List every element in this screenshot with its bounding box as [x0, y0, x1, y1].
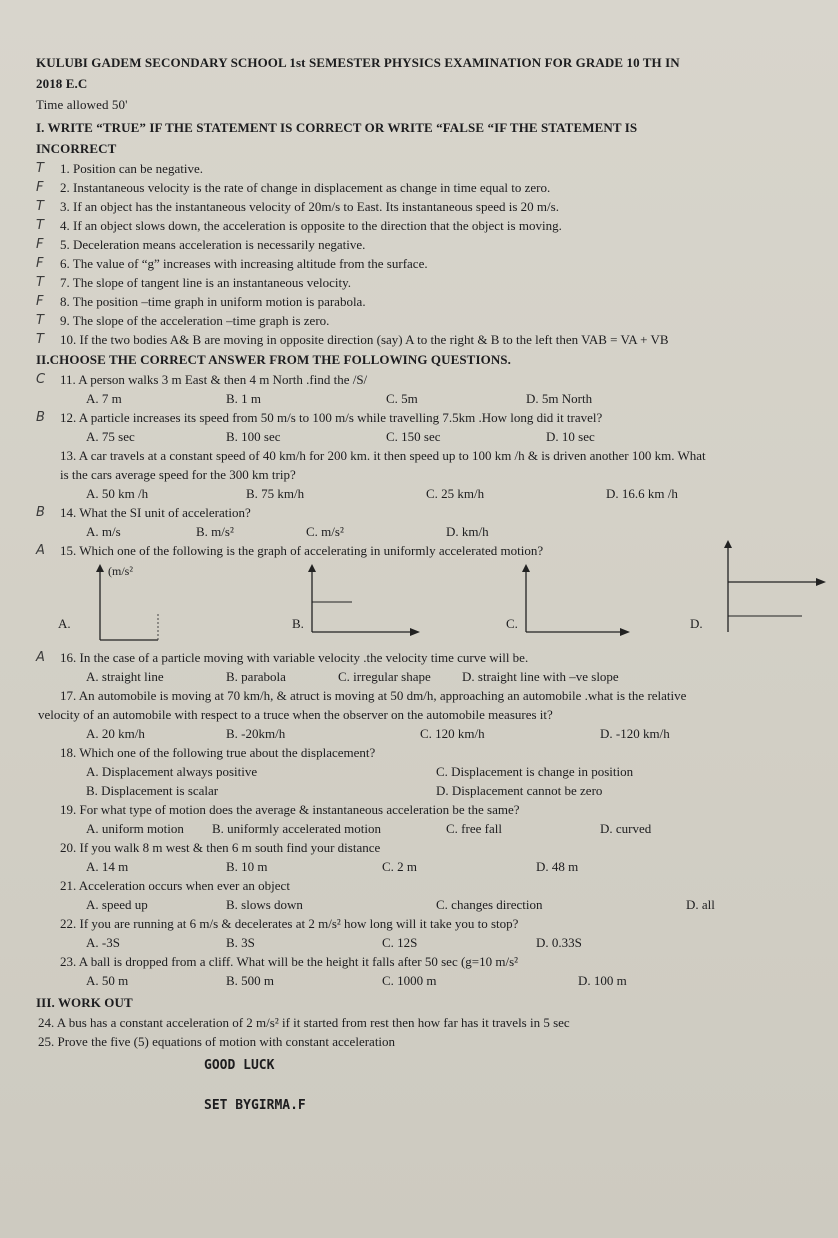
graph-d-arrow-up-icon	[724, 540, 732, 548]
answer-mark: B	[36, 505, 45, 520]
true-false-list	[36, 159, 810, 349]
tf-text: 3. If an object has the instantaneous velocity of 20m/s to East. Its instantaneous speed is 20 m/s.	[60, 199, 559, 214]
option-b: B. m/s²	[196, 524, 234, 539]
question-17-line2: velocity of an automobile with respect to a truce when the observer on the automobile measures it?	[38, 707, 553, 722]
question-19: 19. For what type of motion does the average & instantaneous acceleration be the same?	[60, 802, 520, 817]
graph-a	[78, 562, 198, 646]
option-d: D. 5m North	[526, 391, 593, 406]
answer-mark: T	[36, 313, 44, 328]
graph-a-arrow-icon	[96, 564, 104, 572]
option-b: B.	[292, 616, 304, 631]
answer-mark: A	[36, 543, 45, 558]
option-b: B. slows down	[226, 897, 303, 912]
set-by-text: SET BYGIRMA.F	[204, 1098, 306, 1113]
option-c: C. 150 sec	[386, 429, 441, 444]
exam-title-line2: 2018 E.C	[36, 76, 88, 91]
options-13	[58, 484, 810, 503]
option-a: A. straight line	[86, 669, 164, 684]
options-12	[58, 427, 810, 446]
option-a: A. 14 m	[86, 859, 129, 874]
option-c: C. Displacement is change in position	[436, 764, 634, 779]
question-14	[36, 503, 810, 522]
option-c: C. m/s²	[306, 524, 344, 539]
tf-item-7	[36, 273, 810, 292]
option-d: D. km/h	[446, 524, 489, 539]
option-b: B. parabola	[226, 669, 286, 684]
tf-item-2	[36, 178, 810, 197]
option-a: A. 50 km /h	[86, 486, 149, 501]
answer-mark: T	[36, 275, 44, 290]
tf-item-8	[36, 292, 810, 311]
option-a: A.	[58, 616, 71, 631]
option-a: A. 7 m	[86, 391, 122, 406]
question-text: 11. A person walks 3 m East & then 4 m North .find the /S/	[60, 372, 368, 387]
question-22: 22. If you are running at 6 m/s & decelerates at 2 m/s² how long will it take you to stop?	[60, 916, 519, 931]
question-13-line1: 13. A car travels at a constant speed of 40 km/h for 200 km. it then speed up to 100 km /h & is driven another 100 km. What	[60, 448, 706, 463]
tf-text: 1. Position can be negative.	[60, 161, 203, 176]
option-b: B. 75 km/h	[246, 486, 305, 501]
options-16	[58, 667, 810, 686]
section3-heading: III. WORK OUT	[36, 995, 133, 1010]
answer-mark: T	[36, 161, 44, 176]
graph-b-arrow-right-icon	[410, 628, 420, 636]
tf-text: 4. If an object slows down, the acceleration is opposite to the direction that the object is moving.	[60, 218, 562, 233]
question-21: 21. Acceleration occurs when ever an object	[60, 878, 290, 893]
option-d: D. -120 km/h	[600, 726, 670, 741]
answer-mark: F	[36, 294, 44, 309]
question-17-line1: 17. An automobile is moving at 70 km/h, & atruct is moving at 50 dm/h, approaching an automobile .what is the relative	[60, 688, 687, 703]
options-20	[58, 857, 810, 876]
time-allowed: Time allowed 50'	[36, 97, 128, 112]
graph-c-arrow-up-icon	[522, 564, 530, 572]
graph-c	[518, 562, 638, 646]
tf-text: 7. The slope of tangent line is an instantaneous velocity.	[60, 275, 351, 290]
option-a: A. 50 m	[86, 973, 129, 988]
options-22	[58, 933, 810, 952]
multiple-choice-list	[36, 370, 810, 990]
answer-mark: B	[36, 410, 45, 425]
graph-options-15	[58, 562, 810, 648]
options-21	[58, 895, 810, 914]
section1-heading-line2: INCORRECT	[36, 141, 117, 156]
option-c: C. free fall	[446, 821, 502, 836]
option-a: A. -3S	[86, 935, 120, 950]
option-b: B. 100 sec	[226, 429, 281, 444]
option-d: D. curved	[600, 821, 652, 836]
question-text: 12. A particle increases its speed from 50 m/s to 100 m/s while travelling 7.5km .How long did it travel?	[60, 410, 603, 425]
answer-mark: T	[36, 332, 44, 347]
tf-text: 2. Instantaneous velocity is the rate of change in displacement as change in time equal to zero.	[60, 180, 551, 195]
options-18-row1	[58, 762, 810, 781]
options-23	[58, 971, 810, 990]
tf-text: 6. The value of “g” increases with increasing altitude from the surface.	[60, 256, 428, 271]
option-b: B. 1 m	[226, 391, 262, 406]
option-a: A. uniform motion	[86, 821, 184, 836]
option-d: D. Displacement cannot be zero	[436, 783, 603, 798]
option-c: C. 2 m	[382, 859, 418, 874]
tf-item-5	[36, 235, 810, 254]
tf-item-6	[36, 254, 810, 273]
question-15	[36, 541, 810, 560]
option-b: B. 500 m	[226, 973, 275, 988]
option-d: D. all	[686, 897, 715, 912]
question-13-line2: is the cars average speed for the 300 km trip?	[60, 467, 296, 482]
graph-b	[302, 562, 422, 646]
graph-d	[722, 536, 832, 646]
options-11	[58, 389, 810, 408]
graph-c-arrow-right-icon	[620, 628, 630, 636]
answer-mark: A	[36, 650, 45, 665]
options-14	[58, 522, 810, 541]
option-d: D. 48 m	[536, 859, 579, 874]
tf-text: 5. Deceleration means acceleration is necessarily negative.	[60, 237, 366, 252]
tf-text: 10. If the two bodies A& B are moving in opposite direction (say) A to the right & B to the left then VAB = VA + VB	[60, 332, 669, 347]
option-a: A. Displacement always positive	[86, 764, 258, 779]
option-c: C. 5m	[386, 391, 418, 406]
question-16	[36, 648, 810, 667]
question-25: 25. Prove the five (5) equations of motion with constant acceleration	[38, 1034, 396, 1049]
options-19	[58, 819, 810, 838]
option-c: C. 1000 m	[382, 973, 437, 988]
tf-text: 9. The slope of the acceleration –time graph is zero.	[60, 313, 330, 328]
option-b: B. uniformly accelerated motion	[212, 821, 381, 836]
question-18: 18. Which one of the following true about the displacement?	[60, 745, 376, 760]
tf-item-9	[36, 311, 810, 330]
tf-item-10	[36, 330, 810, 349]
answer-mark: T	[36, 199, 44, 214]
option-d: D. 16.6 km /h	[606, 486, 678, 501]
answer-mark: T	[36, 218, 44, 233]
option-b: B. 3S	[226, 935, 255, 950]
answer-mark: F	[36, 256, 44, 271]
option-c: C. changes direction	[436, 897, 543, 912]
question-12	[36, 408, 810, 427]
option-c: C. 12S	[382, 935, 418, 950]
tf-item-1	[36, 159, 810, 178]
option-b: B. -20km/h	[226, 726, 286, 741]
option-b: B. 10 m	[226, 859, 268, 874]
tf-item-3	[36, 197, 810, 216]
question-23: 23. A ball is dropped from a cliff. What will be the height it falls after 50 sec (g=10 m/s²	[60, 954, 519, 969]
option-d: D.	[690, 616, 703, 631]
option-c: C. irregular shape	[338, 669, 431, 684]
option-d: D. 10 sec	[546, 429, 595, 444]
section2-heading: II.CHOOSE THE CORRECT ANSWER FROM THE FOLLOWING QUESTIONS.	[36, 352, 511, 367]
option-c: C. 25 km/h	[426, 486, 485, 501]
good-luck-text: GOOD LUCK	[204, 1058, 275, 1073]
question-text: 16. In the case of a particle moving with variable velocity .the velocity time curve will be.	[60, 650, 529, 665]
option-a: A. 75 sec	[86, 429, 135, 444]
option-d: D. 100 m	[578, 973, 627, 988]
exam-title-line1: KULUBI GADEM SECONDARY SCHOOL 1st SEMESTER PHYSICS EXAMINATION FOR GRADE 10 TH IN	[36, 55, 680, 70]
question-text: 15. Which one of the following is the graph of accelerating in uniformly accelerated motion?	[60, 543, 544, 558]
option-a: A. m/s	[86, 524, 121, 539]
answer-mark: C	[36, 372, 46, 387]
option-b: B. Displacement is scalar	[86, 783, 219, 798]
question-text: 14. What the SI unit of acceleration?	[60, 505, 251, 520]
answer-mark: F	[36, 237, 44, 252]
section1-heading-line1: I. WRITE “TRUE” IF THE STATEMENT IS CORRECT OR WRITE “FALSE “IF THE STATEMENT IS	[36, 120, 638, 135]
answer-mark: F	[36, 180, 44, 195]
question-24: 24. A bus has a constant acceleration of 2 m/s² if it started from rest then how far has it travels in 5 sec	[38, 1015, 570, 1030]
tf-text: 8. The position –time graph in uniform motion is parabola.	[60, 294, 366, 309]
option-d: D. 0.33S	[536, 935, 582, 950]
graph-a-axis-label: (m/s²	[108, 564, 133, 578]
question-11	[36, 370, 810, 389]
option-a: A. speed up	[86, 897, 148, 912]
tf-item-4	[36, 216, 810, 235]
option-a: A. 20 km/h	[86, 726, 145, 741]
option-c: C.	[506, 616, 518, 631]
option-d: D. straight line with –ve slope	[462, 669, 619, 684]
options-17	[58, 724, 810, 743]
question-20: 20. If you walk 8 m west & then 6 m south find your distance	[60, 840, 381, 855]
option-c: C. 120 km/h	[420, 726, 485, 741]
graph-d-arrow-right-icon	[816, 578, 826, 586]
options-18-row2	[58, 781, 810, 800]
graph-b-arrow-up-icon	[308, 564, 316, 572]
